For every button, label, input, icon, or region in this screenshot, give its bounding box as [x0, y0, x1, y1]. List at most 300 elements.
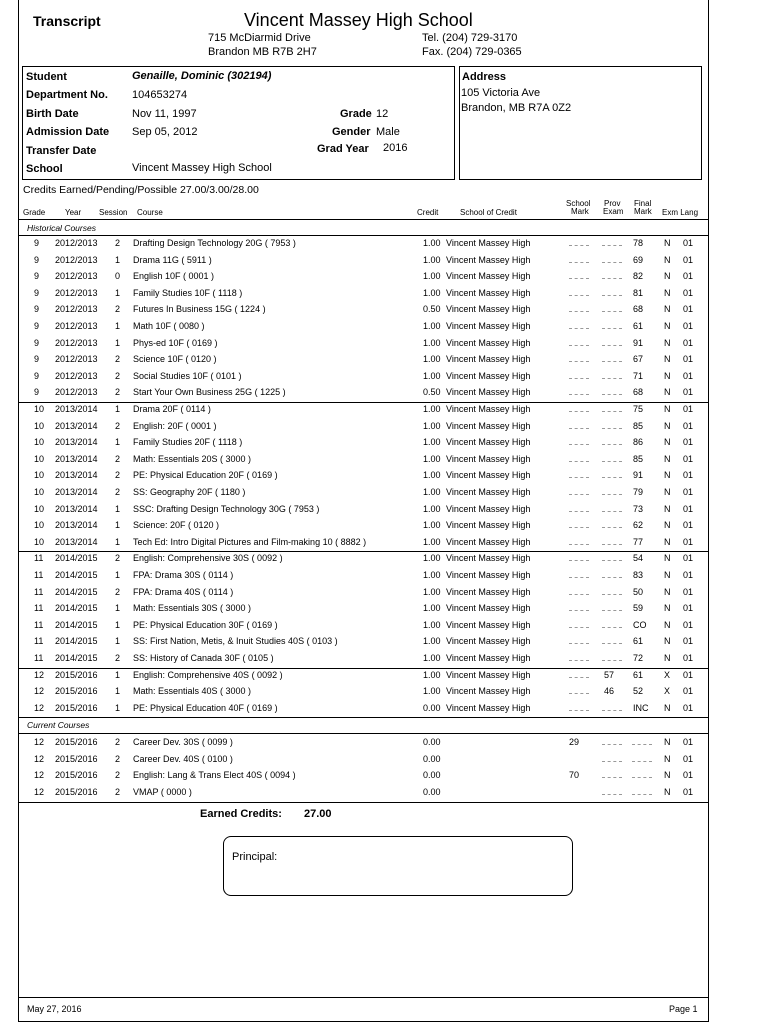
cell-course: Science 10F ( 0120 ): [133, 354, 217, 365]
cell-session: 1: [115, 686, 121, 697]
empty-mark-placeholder: [602, 354, 622, 362]
cell-exm: N: [664, 553, 671, 564]
cell-grade: 11: [34, 553, 44, 564]
cell-grade: 11: [34, 586, 44, 597]
cell-credit: 1.00: [423, 636, 441, 647]
cell-course: Drama 20F ( 0114 ): [133, 404, 211, 414]
cell-year: 2015/2016: [55, 702, 98, 713]
cell-session: 2: [115, 420, 121, 431]
cell-course: Drafting Design Technology 20G ( 7953 ): [133, 238, 296, 248]
table-row: [18, 302, 709, 319]
cell-session: 1: [115, 337, 121, 348]
cell-course: Start Your Own Business 25G ( 1225 ): [133, 387, 286, 398]
cell-session: 1: [115, 254, 121, 265]
table-row: [18, 701, 709, 718]
cell-course: SSC: Drafting Design Technology 30G ( 7953 ): [133, 503, 320, 514]
empty-mark-placeholder: [569, 520, 589, 528]
address-line1: 105 Victoria Ave: [461, 87, 541, 99]
empty-mark-placeholder: [602, 636, 622, 644]
cell-lang: 01: [683, 387, 694, 398]
cell-school: Vincent Massey High: [446, 354, 531, 365]
cell-grade: 12: [34, 786, 45, 797]
cell-credit: 0.00: [423, 770, 441, 781]
cell-grade: 12: [34, 770, 45, 781]
empty-mark-placeholder: [569, 703, 589, 711]
cell-lang: 01: [683, 770, 694, 781]
cell-session: 2: [115, 770, 121, 781]
cell-course: FPA: Drama 40S ( 0114 ): [133, 586, 234, 597]
table-row: [18, 634, 709, 651]
cell-lang: 01: [683, 570, 694, 580]
cell-year: 2015/2016: [55, 753, 98, 764]
gender-value: Male: [376, 126, 400, 138]
cell-exm: N: [664, 653, 671, 663]
cell-final-mark: 62: [633, 520, 644, 531]
cell-credit: 1.00: [423, 354, 441, 365]
cell-year: 2015/2016: [55, 737, 98, 747]
table-row: [18, 502, 709, 519]
cell-credit: 1.00: [423, 653, 441, 663]
cell-school: Vincent Massey High: [446, 686, 531, 697]
empty-mark-placeholder: [569, 670, 589, 678]
empty-mark-placeholder: [569, 620, 589, 628]
empty-mark-placeholder: [602, 387, 622, 395]
table-row: [18, 286, 709, 303]
school-name: Vincent Massey High School: [244, 10, 473, 30]
cell-course: Career Dev. 30S ( 0099 ): [133, 737, 233, 747]
table-row: [18, 402, 709, 419]
cell-grade: 12: [34, 737, 45, 747]
empty-mark-placeholder: [602, 504, 622, 512]
cell-credit: 1.00: [423, 553, 441, 564]
cell-grade: 10: [34, 437, 45, 448]
address-line2: Brandon, MB R7A 0Z2: [461, 102, 572, 114]
cell-course: Math: Essentials 30S ( 3000 ): [133, 603, 252, 614]
cell-session: 0: [115, 271, 121, 282]
cell-final-mark: 68: [633, 304, 644, 315]
cell-lang: 01: [683, 636, 694, 647]
document-title: Transcript: [33, 13, 101, 29]
cell-session: 1: [115, 287, 121, 298]
empty-mark-placeholder: [569, 404, 589, 412]
col-prov-exam-bottom: Exam: [603, 207, 624, 216]
header-divider: [18, 219, 709, 220]
cell-lang: 01: [683, 686, 694, 697]
table-row: [18, 518, 709, 535]
cell-exm: N: [664, 254, 671, 265]
cell-school: Vincent Massey High: [446, 636, 531, 647]
cell-final-mark: 69: [633, 254, 644, 265]
cell-credit: 1.00: [423, 404, 441, 414]
cell-final-mark: 85: [633, 453, 644, 464]
col-school-of-credit: School of Credit: [460, 208, 517, 217]
cell-exm: N: [664, 702, 671, 713]
cell-final-mark: 91: [633, 470, 644, 481]
cell-lang: 01: [683, 354, 694, 365]
credits-summary: Credits Earned/Pending/Possible 27.00/3.00/28.00: [23, 184, 259, 196]
cell-school: Vincent Massey High: [446, 702, 531, 713]
empty-mark-placeholder: [569, 371, 589, 379]
cell-course: English 10F ( 0001 ): [133, 271, 215, 282]
cell-year: 2012/2013: [55, 337, 98, 348]
cell-year: 2012/2013: [55, 321, 98, 331]
cell-exm: N: [664, 603, 671, 614]
empty-mark-placeholder: [602, 404, 622, 412]
empty-mark-placeholder: [569, 653, 589, 661]
table-row: [18, 236, 709, 253]
cell-credit: 1.00: [423, 619, 441, 630]
empty-mark-placeholder: [569, 321, 589, 329]
empty-mark-placeholder: [632, 754, 652, 762]
col-exm-lang: Exm Lang: [662, 208, 699, 217]
cell-school: Vincent Massey High: [446, 387, 531, 398]
admission-date-label: Admission Date: [26, 126, 110, 138]
cell-year: 2013/2014: [55, 420, 98, 431]
cell-exm: N: [664, 770, 671, 781]
cell-grade: 12: [34, 753, 45, 764]
cell-credit: 0.00: [423, 786, 441, 797]
cell-prov-exam: 57: [604, 669, 615, 680]
table-row: [18, 785, 709, 802]
cell-school-mark: 29: [569, 737, 580, 747]
empty-mark-placeholder: [569, 636, 589, 644]
cell-lang: 01: [683, 619, 694, 630]
cell-session: 2: [115, 737, 121, 747]
cell-school: Vincent Massey High: [446, 586, 531, 597]
cell-school: Vincent Massey High: [446, 603, 531, 614]
cell-lang: 01: [683, 437, 694, 448]
cell-exm: X: [664, 686, 671, 697]
cell-school: Vincent Massey High: [446, 553, 531, 564]
empty-mark-placeholder: [602, 570, 622, 578]
cell-session: 2: [115, 487, 121, 497]
cell-exm: N: [664, 619, 671, 630]
cell-session: 1: [115, 636, 121, 647]
cell-lang: 01: [683, 737, 694, 747]
cell-credit: 1.00: [423, 570, 441, 580]
cell-grade: 10: [34, 470, 45, 481]
cell-school: Vincent Massey High: [446, 304, 531, 315]
footer-page: Page 1: [669, 1004, 698, 1014]
cell-year: 2015/2016: [55, 786, 98, 797]
col-school-mark-bottom: Mark: [571, 207, 589, 216]
cell-school: Vincent Massey High: [446, 238, 531, 248]
empty-mark-placeholder: [602, 255, 622, 263]
table-row: [18, 452, 709, 469]
table-row: [18, 601, 709, 618]
cell-year: 2012/2013: [55, 354, 98, 365]
cell-credit: 1.00: [423, 321, 441, 331]
cell-final-mark: 72: [633, 653, 644, 663]
empty-mark-placeholder: [569, 570, 589, 578]
cell-exm: N: [664, 287, 671, 298]
cell-final-mark: 75: [633, 404, 644, 414]
cell-grade: 9: [34, 354, 40, 365]
cell-final-mark: 91: [633, 337, 644, 348]
table-row: [18, 735, 709, 752]
cell-year: 2015/2016: [55, 686, 98, 697]
cell-exm: N: [664, 337, 671, 348]
cell-course: English: Lang & Trans Elect 40S ( 0094 ): [133, 770, 296, 781]
cell-final-mark: 81: [633, 287, 644, 298]
empty-mark-placeholder: [602, 304, 622, 312]
grad-year-label: Grad Year: [317, 143, 369, 155]
cell-credit: 1.00: [423, 503, 441, 514]
empty-mark-placeholder: [569, 238, 589, 246]
cell-final-mark: 61: [633, 636, 644, 647]
cell-year: 2015/2016: [55, 669, 98, 680]
cell-exm: N: [664, 271, 671, 282]
cell-school: Vincent Massey High: [446, 254, 531, 265]
cell-session: 2: [115, 304, 121, 315]
cell-lang: 01: [683, 321, 694, 331]
empty-mark-placeholder: [602, 437, 622, 445]
cell-grade: 11: [34, 570, 44, 580]
empty-mark-placeholder: [602, 338, 622, 346]
cell-session: 2: [115, 370, 121, 381]
cell-final-mark: 54: [633, 553, 644, 564]
transfer-date-label: Transfer Date: [26, 145, 97, 157]
cell-grade: 9: [34, 321, 40, 331]
cell-session: 2: [115, 354, 121, 365]
empty-mark-placeholder: [569, 504, 589, 512]
cell-school-mark: 70: [569, 770, 580, 781]
cell-credit: 1.00: [423, 437, 441, 448]
cell-grade: 9: [34, 254, 40, 265]
cell-credit: 1.00: [423, 487, 441, 497]
table-row: [18, 668, 709, 685]
cell-course: Tech Ed: Intro Digital Pictures and Film-making 10 ( 8882 ): [133, 536, 367, 547]
cell-exm: N: [664, 437, 671, 448]
student-info-box: [22, 66, 455, 180]
grade-divider: [18, 402, 709, 403]
cell-grade: 12: [34, 669, 45, 680]
cell-year: 2013/2014: [55, 536, 98, 547]
cell-exm: N: [664, 453, 671, 464]
cell-credit: 1.00: [423, 254, 441, 265]
cell-credit: 1.00: [423, 271, 441, 282]
cell-course: PE: Physical Education 20F ( 0169 ): [133, 470, 278, 481]
empty-mark-placeholder: [602, 421, 622, 429]
cell-final-mark: 83: [633, 570, 644, 580]
cell-school: Vincent Massey High: [446, 337, 531, 348]
cell-final-mark: 67: [633, 354, 644, 365]
department-number: 104653274: [132, 89, 188, 101]
cell-session: 2: [115, 553, 121, 564]
cell-final-mark: 78: [633, 238, 644, 248]
school-tel: Tel. (204) 729-3170: [422, 32, 518, 44]
cell-exm: N: [664, 586, 671, 597]
cell-lang: 01: [683, 370, 694, 381]
cell-school: Vincent Massey High: [446, 404, 531, 414]
cell-exm: N: [664, 354, 671, 365]
cell-lang: 01: [683, 470, 694, 481]
empty-mark-placeholder: [602, 553, 622, 561]
cell-year: 2013/2014: [55, 520, 98, 531]
cell-session: 1: [115, 437, 121, 448]
table-row: [18, 369, 709, 386]
cell-credit: 0.00: [423, 702, 441, 713]
student-name: Genaille, Dominic (302194): [132, 70, 272, 82]
cell-final-mark: 59: [633, 603, 644, 614]
col-final-mark-top: Final: [634, 199, 652, 208]
table-row: [18, 684, 709, 701]
cell-exm: N: [664, 487, 671, 497]
cell-course: English: Comprehensive 40S ( 0092 ): [133, 669, 283, 680]
cell-course: Math: Essentials 20S ( 3000 ): [133, 453, 252, 464]
empty-mark-placeholder: [602, 653, 622, 661]
empty-mark-placeholder: [569, 288, 589, 296]
cell-session: 2: [115, 653, 121, 663]
grade-divider: [18, 668, 709, 669]
cell-lang: 01: [683, 653, 694, 663]
cell-session: 1: [115, 404, 121, 414]
cell-exm: N: [664, 786, 671, 797]
cell-session: 1: [115, 520, 121, 531]
empty-mark-placeholder: [602, 703, 622, 711]
cell-school: Vincent Massey High: [446, 536, 531, 547]
section-current: Current Courses: [27, 720, 90, 730]
cell-session: 1: [115, 702, 121, 713]
cell-lang: 01: [683, 702, 694, 713]
empty-mark-placeholder: [602, 770, 622, 778]
cell-grade: 10: [34, 520, 45, 531]
cell-credit: 1.00: [423, 337, 441, 348]
cell-lang: 01: [683, 536, 694, 547]
empty-mark-placeholder: [569, 454, 589, 462]
cell-grade: 11: [34, 619, 44, 630]
empty-mark-placeholder: [632, 737, 652, 745]
cell-final-mark: INC: [633, 702, 649, 713]
cell-course: VMAP ( 0000 ): [133, 786, 192, 797]
cell-credit: 0.00: [423, 737, 441, 747]
col-course: Course: [137, 208, 163, 217]
cell-year: 2014/2015: [55, 653, 98, 663]
cell-credit: 1.00: [423, 603, 441, 614]
birth-date-label: Birth Date: [26, 108, 79, 120]
empty-mark-placeholder: [569, 387, 589, 395]
cell-year: 2014/2015: [55, 619, 98, 630]
cell-final-mark: 77: [633, 536, 644, 547]
cell-exm: N: [664, 753, 671, 764]
cell-lang: 01: [683, 520, 694, 531]
cell-course: PE: Physical Education 30F ( 0169 ): [133, 619, 278, 630]
table-row: [18, 551, 709, 568]
table-row: [18, 352, 709, 369]
grad-year-value: 2016: [383, 142, 408, 154]
cell-exm: N: [664, 404, 671, 414]
cell-lang: 01: [683, 603, 694, 614]
earned-credits-label: Earned Credits:: [200, 808, 282, 820]
footer-divider: [18, 997, 709, 998]
cell-school: Vincent Massey High: [446, 669, 531, 680]
cell-final-mark: 71: [633, 370, 644, 381]
cell-credit: 1.00: [423, 453, 441, 464]
cell-grade: 9: [34, 370, 40, 381]
col-session: Session: [99, 208, 128, 217]
school-street: 715 McDiarmid Drive: [208, 32, 311, 44]
cell-lang: 01: [683, 271, 694, 282]
cell-lang: 01: [683, 238, 694, 248]
cell-final-mark: 52: [633, 686, 644, 697]
cell-lang: 01: [683, 669, 694, 680]
cell-course: Career Dev. 40S ( 0100 ): [133, 753, 233, 764]
cell-grade: 10: [34, 404, 45, 414]
cell-lang: 01: [683, 287, 694, 298]
cell-course: Science: 20F ( 0120 ): [133, 520, 220, 531]
cell-exm: N: [664, 470, 671, 481]
empty-mark-placeholder: [602, 271, 622, 279]
cell-grade: 11: [34, 603, 44, 614]
cell-year: 2015/2016: [55, 770, 98, 781]
cell-lang: 01: [683, 254, 694, 265]
cell-school: Vincent Massey High: [446, 619, 531, 630]
empty-mark-placeholder: [602, 238, 622, 246]
empty-mark-placeholder: [602, 371, 622, 379]
table-row: [18, 319, 709, 336]
cell-year: 2014/2015: [55, 553, 98, 564]
cell-year: 2012/2013: [55, 287, 98, 298]
cell-grade: 11: [34, 653, 44, 663]
cell-prov-exam: 46: [604, 686, 615, 697]
cell-lang: 01: [683, 453, 694, 464]
empty-mark-placeholder: [569, 686, 589, 694]
empty-mark-placeholder: [602, 587, 622, 595]
cell-lang: 01: [683, 586, 694, 597]
empty-mark-placeholder: [569, 421, 589, 429]
col-school-mark-top: School: [566, 199, 591, 208]
cell-course: PE: Physical Education 40F ( 0169 ): [133, 702, 278, 713]
section-historical: Historical Courses: [27, 223, 96, 233]
table-row: [18, 419, 709, 436]
cell-lang: 01: [683, 304, 694, 315]
cell-year: 2012/2013: [55, 238, 98, 248]
cell-credit: 1.00: [423, 238, 441, 248]
cell-exm: N: [664, 536, 671, 547]
cell-school: Vincent Massey High: [446, 520, 531, 531]
table-row: [18, 385, 709, 402]
cell-exm: N: [664, 387, 671, 398]
grade-divider: [18, 551, 709, 552]
cell-final-mark: 61: [633, 321, 644, 331]
cell-year: 2012/2013: [55, 271, 98, 282]
cell-session: 1: [115, 321, 121, 331]
cell-session: 2: [115, 453, 121, 464]
table-row: [18, 269, 709, 286]
cell-exm: X: [664, 669, 671, 680]
cell-credit: 1.00: [423, 420, 441, 431]
cell-school: Vincent Massey High: [446, 271, 531, 282]
cell-final-mark: 86: [633, 437, 644, 448]
empty-mark-placeholder: [602, 754, 622, 762]
cell-credit: 1.00: [423, 669, 441, 680]
cell-exm: N: [664, 238, 671, 248]
cell-lang: 01: [683, 786, 694, 797]
cell-school: Vincent Massey High: [446, 470, 531, 481]
cell-lang: 01: [683, 503, 694, 514]
cell-session: 1: [115, 619, 121, 630]
cell-course: Futures In Business 15G ( 1224 ): [133, 304, 266, 315]
table-row: [18, 585, 709, 602]
empty-mark-placeholder: [602, 603, 622, 611]
empty-mark-placeholder: [602, 288, 622, 296]
cell-credit: 1.00: [423, 686, 441, 697]
cell-school: Vincent Massey High: [446, 370, 531, 381]
cell-year: 2012/2013: [55, 304, 98, 315]
cell-year: 2013/2014: [55, 503, 98, 514]
cell-final-mark: 79: [633, 487, 644, 497]
empty-mark-placeholder: [569, 587, 589, 595]
